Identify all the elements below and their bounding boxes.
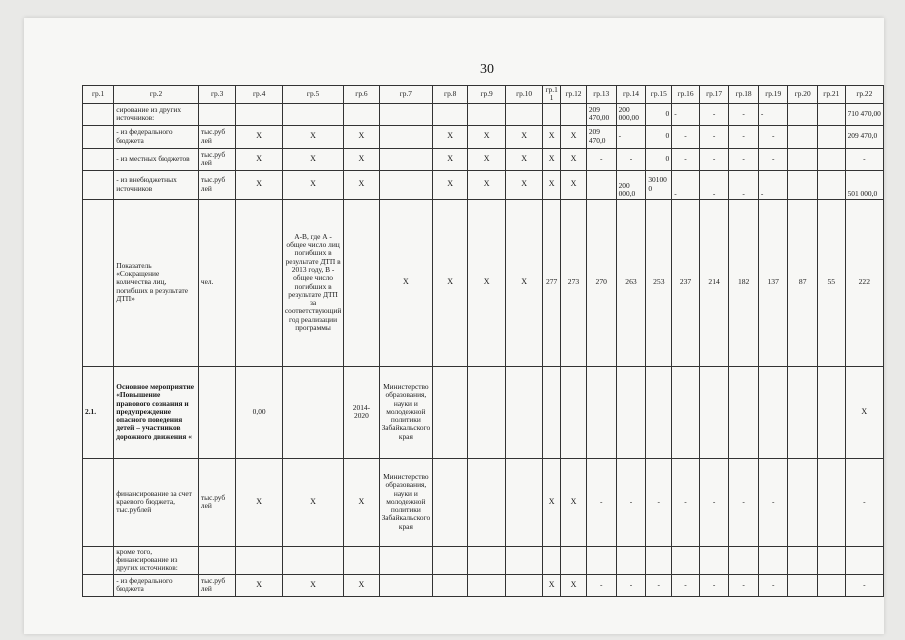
- table-cell: [433, 366, 468, 458]
- column-header: гр.8: [433, 86, 468, 104]
- table-cell: [586, 366, 616, 458]
- table-cell: Х: [282, 125, 343, 148]
- table-cell: [83, 170, 114, 199]
- table-cell: -: [699, 574, 729, 596]
- table-cell: -: [758, 125, 788, 148]
- table-cell: [379, 148, 433, 170]
- table-cell: Х: [561, 574, 587, 596]
- table-cell: [83, 103, 114, 125]
- table-cell: 200 000,0: [616, 170, 646, 199]
- column-header: гр.12: [561, 86, 587, 104]
- table-row: [83, 546, 884, 574]
- column-header: гр.2: [114, 86, 199, 104]
- table-cell: -: [646, 574, 672, 596]
- column-header: гр.7: [379, 86, 433, 104]
- table-cell: [468, 366, 506, 458]
- table-cell: [699, 546, 729, 574]
- table-cell: Х: [561, 148, 587, 170]
- table-cell: [646, 366, 672, 458]
- table-cell: 270: [586, 199, 616, 366]
- table-cell: -: [672, 574, 700, 596]
- table-cell: [344, 199, 379, 366]
- table-cell: [379, 170, 433, 199]
- row-label: финансирование за счет краевого бюджета, тыс.рублей: [114, 458, 199, 546]
- column-header: гр.21: [817, 86, 845, 104]
- table-cell: [646, 546, 672, 574]
- table-cell: [543, 103, 561, 125]
- table-cell: [83, 458, 114, 546]
- row-label: кроме того, финансирование из других источников:: [114, 546, 199, 574]
- table-cell: -: [758, 574, 788, 596]
- table-cell: Х: [236, 458, 282, 546]
- table-cell: -: [586, 148, 616, 170]
- table-cell: -: [699, 170, 729, 199]
- table-cell: -: [586, 574, 616, 596]
- table-cell: [379, 546, 433, 574]
- table-cell: 200 000,00: [616, 103, 646, 125]
- table-cell: [616, 366, 646, 458]
- table-cell: -: [729, 125, 759, 148]
- unit-cell: чел.: [198, 199, 236, 366]
- table-cell: Х: [433, 148, 468, 170]
- indicator-label: Показатель «Сокращение количества лиц, погибших в результате ДТП»: [114, 199, 199, 366]
- table-cell: [788, 574, 818, 596]
- table-cell: 209 470,0: [586, 125, 616, 148]
- table-cell: [468, 103, 506, 125]
- table-cell: [817, 366, 845, 458]
- table-cell: [83, 574, 114, 596]
- table-cell: [379, 125, 433, 148]
- table-cell: [198, 366, 236, 458]
- row-label: - из федерального бюджета: [114, 574, 199, 596]
- table-cell: [586, 170, 616, 199]
- table-cell: [344, 546, 379, 574]
- table-cell: [758, 546, 788, 574]
- table-cell: 237: [672, 199, 700, 366]
- table-cell: [506, 103, 543, 125]
- table-cell: 253: [646, 199, 672, 366]
- table-cell: 263: [616, 199, 646, 366]
- table-cell: [543, 546, 561, 574]
- table-cell: [561, 103, 587, 125]
- table-cell: Х: [543, 458, 561, 546]
- table-cell: [236, 546, 282, 574]
- table-cell: -: [758, 103, 788, 125]
- table-cell: 30100 0: [646, 170, 672, 199]
- table-cell: [83, 199, 114, 366]
- table-row: [83, 199, 884, 366]
- table-cell: -: [586, 458, 616, 546]
- table-cell: [788, 546, 818, 574]
- table-cell: Х: [236, 125, 282, 148]
- table-cell: Х: [236, 170, 282, 199]
- table-cell: Х: [543, 148, 561, 170]
- header-row: [83, 86, 884, 104]
- table-cell: Х: [379, 199, 433, 366]
- table-cell: [817, 148, 845, 170]
- table-cell: Х: [282, 458, 343, 546]
- table-cell: 137: [758, 199, 788, 366]
- table-cell: [344, 103, 379, 125]
- row-label: - из внебюджетных источников: [114, 170, 199, 199]
- table-cell: Х: [433, 170, 468, 199]
- table-cell: Х: [506, 199, 543, 366]
- table-cell: Х: [236, 148, 282, 170]
- table-cell: [729, 546, 759, 574]
- table-cell: [561, 366, 587, 458]
- table-cell: [83, 546, 114, 574]
- row-label: - из местных бюджетов: [114, 148, 199, 170]
- column-header: гр.4: [236, 86, 282, 104]
- table-cell: [788, 458, 818, 546]
- column-header: гр.19: [758, 86, 788, 104]
- unit-cell: тыс.руб лей: [198, 458, 236, 546]
- unit-cell: тыс.руб лей: [198, 170, 236, 199]
- table-row: [83, 366, 884, 458]
- table-cell: Х: [543, 170, 561, 199]
- table-cell: [198, 103, 236, 125]
- table-cell: Х: [561, 458, 587, 546]
- table-cell: -: [646, 458, 672, 546]
- table-cell: -: [672, 148, 700, 170]
- table-cell: Х: [506, 170, 543, 199]
- table-cell: [468, 458, 506, 546]
- table-cell: -: [672, 125, 700, 148]
- table-cell: -: [699, 103, 729, 125]
- formula-cell: А-В, где А - общее число лиц погибших в результате ДТП в 2013 году, В - общее число погибших в результате ДТП за соответствующий год реализации программы: [282, 199, 343, 366]
- table-cell: -: [845, 574, 883, 596]
- row-label: - из федерального бюджета: [114, 125, 199, 148]
- table-cell: [83, 125, 114, 148]
- table-cell: -: [845, 458, 883, 546]
- column-header: гр.1 1: [543, 86, 561, 104]
- table-cell: Х: [433, 199, 468, 366]
- table-cell: [586, 546, 616, 574]
- item-number: 2.1.: [83, 366, 114, 458]
- table-cell: [379, 103, 433, 125]
- table-cell: [282, 366, 343, 458]
- table-cell: Х: [433, 125, 468, 148]
- table-cell: -: [729, 458, 759, 546]
- column-header: гр.9: [468, 86, 506, 104]
- table-cell: [236, 103, 282, 125]
- table-cell: [83, 148, 114, 170]
- column-header: гр.17: [699, 86, 729, 104]
- column-header: гр.1: [83, 86, 114, 104]
- table-cell: [817, 574, 845, 596]
- table-cell: 209 470,0: [845, 125, 883, 148]
- table-cell: [817, 546, 845, 574]
- table-cell: [845, 546, 883, 574]
- table-cell: Х: [468, 125, 506, 148]
- table-cell: [506, 458, 543, 546]
- table-cell: [379, 574, 433, 596]
- table-cell: [672, 546, 700, 574]
- table-cell: -: [616, 125, 646, 148]
- table-cell: Х: [506, 148, 543, 170]
- column-header: гр.16: [672, 86, 700, 104]
- table-cell: 277: [543, 199, 561, 366]
- table-cell: Х: [236, 574, 282, 596]
- table-cell: [758, 366, 788, 458]
- table-cell: -: [699, 148, 729, 170]
- table-cell: -: [729, 148, 759, 170]
- table-cell: [433, 103, 468, 125]
- table-cell: [788, 148, 818, 170]
- column-header: гр.15: [646, 86, 672, 104]
- table-cell: Х: [344, 148, 379, 170]
- table-cell: -: [616, 458, 646, 546]
- table-cell: [282, 546, 343, 574]
- unit-cell: тыс.руб лей: [198, 125, 236, 148]
- table-cell: 710 470,00: [845, 103, 883, 125]
- table-cell: -: [616, 574, 646, 596]
- table-cell: 0: [646, 125, 672, 148]
- table-cell: 0: [646, 103, 672, 125]
- table-cell: -: [729, 170, 759, 199]
- table-cell: -: [758, 458, 788, 546]
- column-header: гр.18: [729, 86, 759, 104]
- table-cell: Х: [468, 148, 506, 170]
- table-cell: -: [845, 148, 883, 170]
- table-cell: [198, 546, 236, 574]
- table-cell: [817, 170, 845, 199]
- table-row: [83, 103, 884, 125]
- table-cell: 0: [646, 148, 672, 170]
- table-cell: [672, 366, 700, 458]
- table-cell: [433, 574, 468, 596]
- column-header: гр.20: [788, 86, 818, 104]
- table-cell: 273: [561, 199, 587, 366]
- table-cell: [506, 546, 543, 574]
- table-cell: 55: [817, 199, 845, 366]
- table-cell: Х: [543, 125, 561, 148]
- table-cell: -: [729, 574, 759, 596]
- table-row: [83, 148, 884, 170]
- table-cell: [788, 366, 818, 458]
- period-cell: 2014-2020: [344, 366, 379, 458]
- program-table: [82, 85, 884, 597]
- table-cell: -: [672, 170, 700, 199]
- table-cell: 87: [788, 199, 818, 366]
- table-row: [83, 170, 884, 199]
- table-cell: [236, 199, 282, 366]
- column-header: гр.14: [616, 86, 646, 104]
- table-cell: [699, 366, 729, 458]
- table-cell: Х: [468, 170, 506, 199]
- table-cell: Х: [344, 170, 379, 199]
- measure-title: Основное мероприятие «Повышение правового сознания и предупреждение опасного поведения детей – участников дорожного движения «: [114, 366, 199, 458]
- unit-cell: тыс.руб лей: [198, 148, 236, 170]
- table-cell: [506, 366, 543, 458]
- table-row: [83, 458, 884, 546]
- table-cell: [788, 170, 818, 199]
- table-cell: -: [758, 170, 788, 199]
- table-cell: Х: [344, 458, 379, 546]
- table-cell: [543, 366, 561, 458]
- table-row: [83, 574, 884, 596]
- column-header: гр.3: [198, 86, 236, 104]
- column-header: гр.22: [845, 86, 883, 104]
- table-cell: [817, 458, 845, 546]
- table-cell: [506, 574, 543, 596]
- table-cell: [433, 458, 468, 546]
- table-cell: 214: [699, 199, 729, 366]
- table-cell: Х: [561, 125, 587, 148]
- table-cell: Х: [344, 125, 379, 148]
- table-cell: Х: [282, 170, 343, 199]
- table-cell: [817, 125, 845, 148]
- table-cell: Х: [468, 199, 506, 366]
- column-header: гр.6: [344, 86, 379, 104]
- document-page: [24, 18, 884, 634]
- table-cell: Х: [543, 574, 561, 596]
- table-cell: Х: [344, 574, 379, 596]
- table-cell: 0,00: [236, 366, 282, 458]
- table-cell: Х: [561, 170, 587, 199]
- table-cell: -: [699, 125, 729, 148]
- table-cell: Х: [845, 366, 883, 458]
- table-cell: 209 470,00: [586, 103, 616, 125]
- table-cell: -: [758, 148, 788, 170]
- table-cell: Х: [282, 148, 343, 170]
- table-cell: 222: [845, 199, 883, 366]
- table-cell: -: [729, 103, 759, 125]
- column-header: гр.5: [282, 86, 343, 104]
- executor-cell: Министерство образования, науки и молодежной политики Забайкальского края: [379, 366, 433, 458]
- table-cell: Х: [282, 574, 343, 596]
- table-cell: [616, 546, 646, 574]
- table-cell: -: [699, 458, 729, 546]
- table-cell: [817, 103, 845, 125]
- unit-cell: тыс.руб лей: [198, 574, 236, 596]
- table-cell: 182: [729, 199, 759, 366]
- table-cell: 501 000,0: [845, 170, 883, 199]
- page-number: 30: [480, 62, 494, 77]
- table-cell: [561, 546, 587, 574]
- table-cell: [468, 574, 506, 596]
- table-cell: [788, 125, 818, 148]
- table-cell: [468, 546, 506, 574]
- table-cell: [282, 103, 343, 125]
- table-cell: -: [616, 148, 646, 170]
- row-label: сирование из других источников:: [114, 103, 199, 125]
- table-cell: Х: [506, 125, 543, 148]
- column-header: гр.10: [506, 86, 543, 104]
- table-cell: -: [672, 103, 700, 125]
- column-header: гр.13: [586, 86, 616, 104]
- table-cell: -: [672, 458, 700, 546]
- table-row: [83, 125, 884, 148]
- table-cell: [433, 546, 468, 574]
- executor-cell: Министерство образования, науки и молодежной политики Забайкальского края: [379, 458, 433, 546]
- table-cell: [788, 103, 818, 125]
- table-cell: [729, 366, 759, 458]
